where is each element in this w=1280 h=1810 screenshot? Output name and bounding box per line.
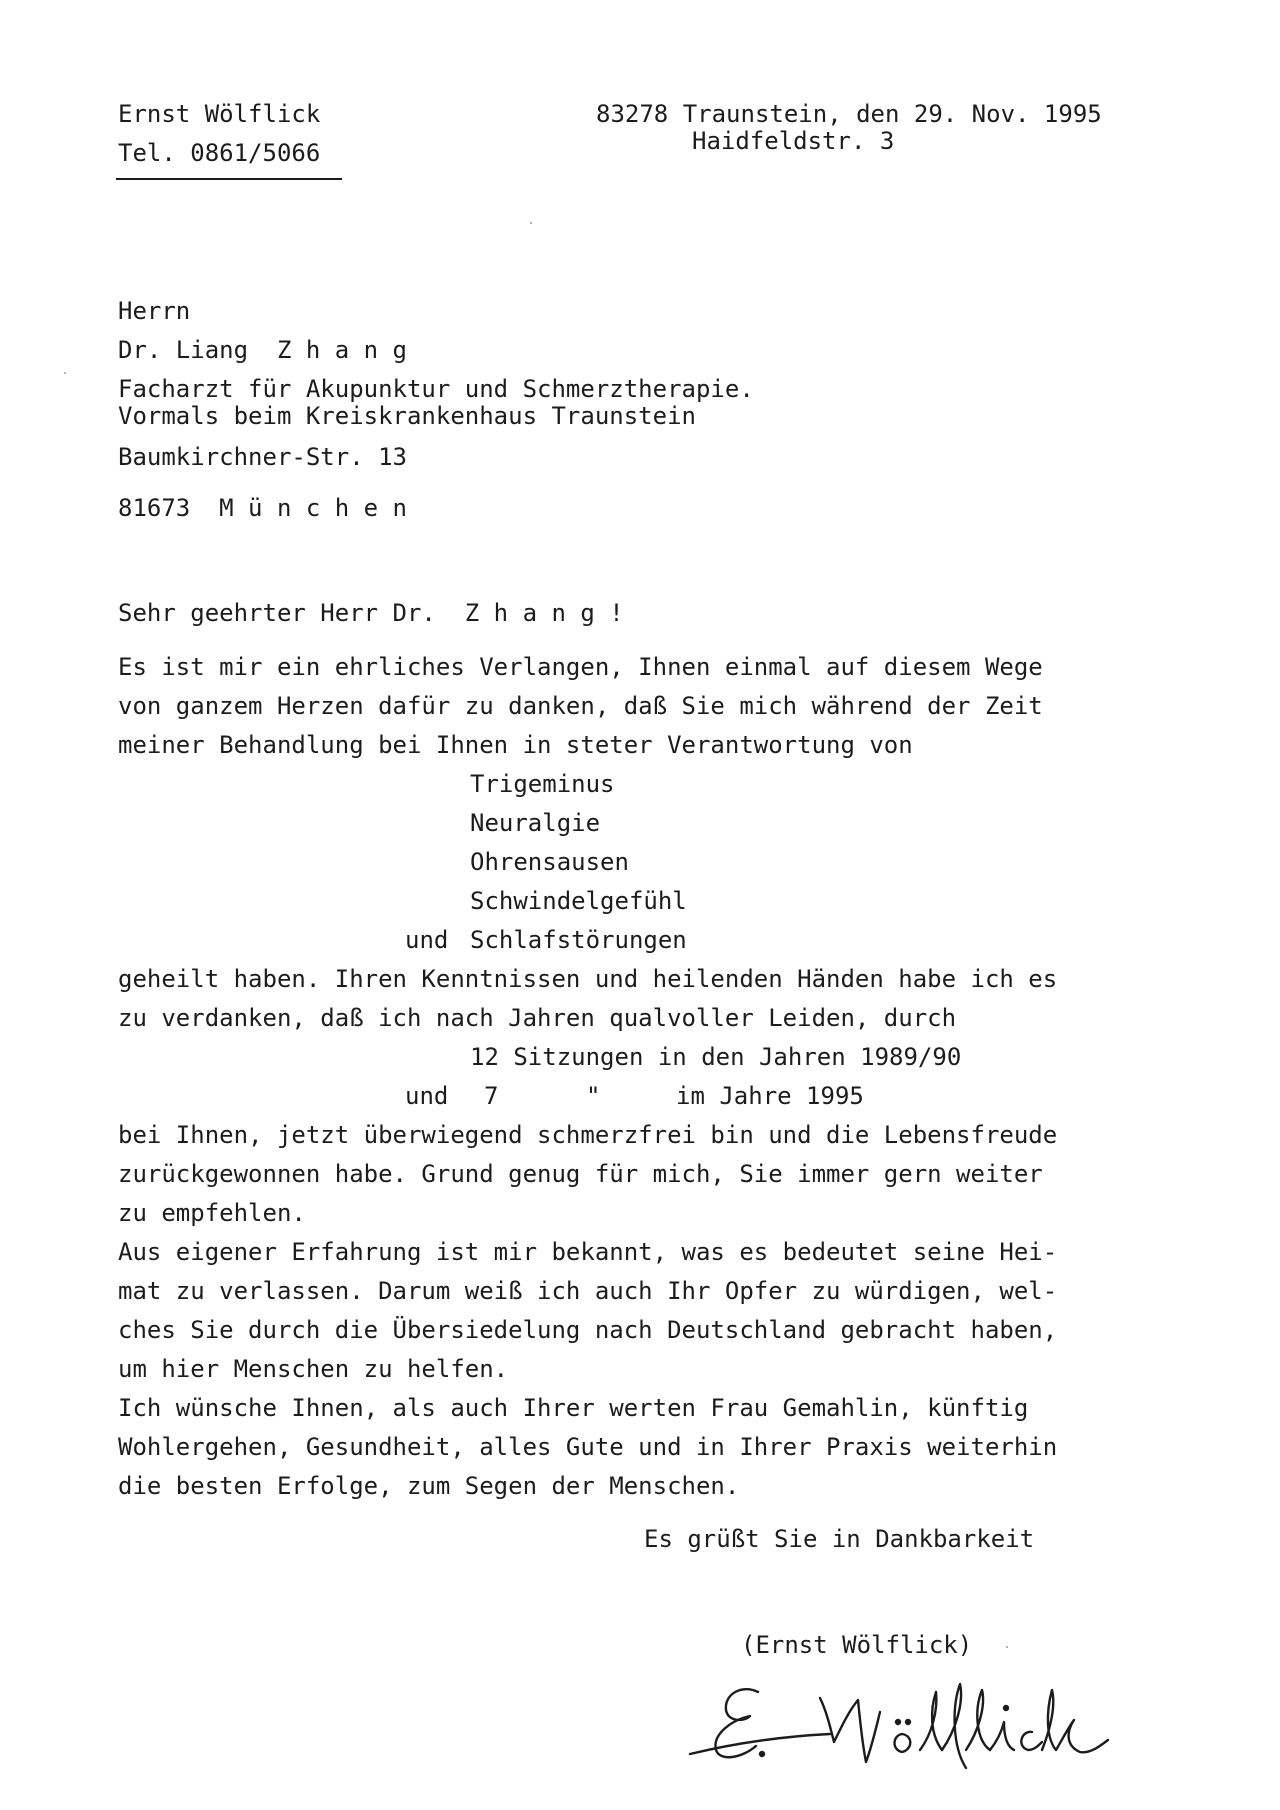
- recipient-title-line-1: Facharzt für Akupunktur und Schmerztherapie.: [118, 375, 754, 403]
- condition-item: Schlafstörungen: [470, 926, 687, 954]
- body-line: mat zu verlassen. Darum weiß ich auch Ihr Opfer zu würdigen, wel-: [118, 1277, 1058, 1305]
- greeting: Sehr geehrter Herr Dr. Z h a n g !: [118, 599, 624, 627]
- body-line: die besten Erfolge, zum Segen der Menschen.: [118, 1472, 740, 1500]
- recipient-salutation: Herrn: [118, 297, 191, 325]
- body-line: ches Sie durch die Übersiedelung nach Deutschland gebracht haben,: [118, 1316, 1058, 1344]
- condition-conjunction: und: [405, 926, 449, 954]
- recipient-city: 81673 M ü n c h e n: [118, 494, 407, 522]
- body-line: zu empfehlen.: [118, 1199, 306, 1227]
- sessions-and: und: [405, 1082, 449, 1110]
- sender-underline: [116, 178, 342, 180]
- body-line: zurückgewonnen habe. Grund genug für mich, Sie immer gern weiter: [118, 1160, 1043, 1188]
- signature-name: (Ernst Wölflick): [741, 1631, 973, 1659]
- body-line: Wohlergehen, Gesundheit, alles Gute und in Ihrer Praxis weiterhin: [118, 1433, 1058, 1461]
- recipient-street: Baumkirchner-Str. 13: [118, 443, 407, 471]
- paper-speck: [1006, 1646, 1008, 1648]
- recipient-title-line-2: Vormals beim Kreiskrankenhaus Traunstein: [118, 402, 696, 430]
- sender-city-date: 83278 Traunstein, den 29. Nov. 1995: [596, 100, 1102, 128]
- body-line: Ich wünsche Ihnen, als auch Ihrer werten Frau Gemahlin, künftig: [118, 1394, 1029, 1422]
- handwritten-signature: [680, 1650, 1160, 1780]
- body-line: von ganzem Herzen dafür zu danken, daß Sie mich während der Zeit: [118, 692, 1043, 720]
- closing: Es grüßt Sie in Dankbarkeit: [644, 1525, 1035, 1553]
- condition-item: Ohrensausen: [470, 848, 629, 876]
- paper-speck: [64, 372, 66, 374]
- body-line: Aus eigener Erfahrung ist mir bekannt, was es bedeutet seine Hei-: [118, 1238, 1058, 1266]
- body-line: Es ist mir ein ehrliches Verlangen, Ihnen einmal auf diesem Wege: [118, 653, 1043, 681]
- body-line: zu verdanken, daß ich nach Jahren qualvoller Leiden, durch: [118, 1004, 957, 1032]
- condition-item: Schwindelgefühl: [470, 887, 687, 915]
- condition-item: Neuralgie: [470, 809, 601, 837]
- sessions-line-2-rest: im Jahre 1995: [676, 1082, 864, 1110]
- body-line: geheilt haben. Ihren Kenntnissen und heilenden Händen habe ich es: [118, 965, 1058, 993]
- sender-street: Haidfeldstr. 3: [692, 127, 895, 155]
- condition-item: Trigeminus: [470, 770, 615, 798]
- sender-phone: Tel. 0861/5066: [118, 139, 321, 167]
- sessions-count: 7: [484, 1082, 499, 1110]
- sender-name: Ernst Wölflick: [118, 100, 321, 128]
- body-line: bei Ihnen, jetzt überwiegend schmerzfrei bin und die Lebensfreude: [118, 1121, 1058, 1149]
- sessions-line-1: 12 Sitzungen in den Jahren 1989/90: [470, 1043, 962, 1071]
- sessions-ditto-mark: ": [586, 1082, 601, 1110]
- body-line: um hier Menschen zu helfen.: [118, 1355, 509, 1383]
- recipient-name: Dr. Liang Z h a n g: [118, 336, 407, 364]
- paper-speck: [530, 222, 532, 224]
- body-line: meiner Behandlung bei Ihnen in steter Verantwortung von: [118, 731, 913, 759]
